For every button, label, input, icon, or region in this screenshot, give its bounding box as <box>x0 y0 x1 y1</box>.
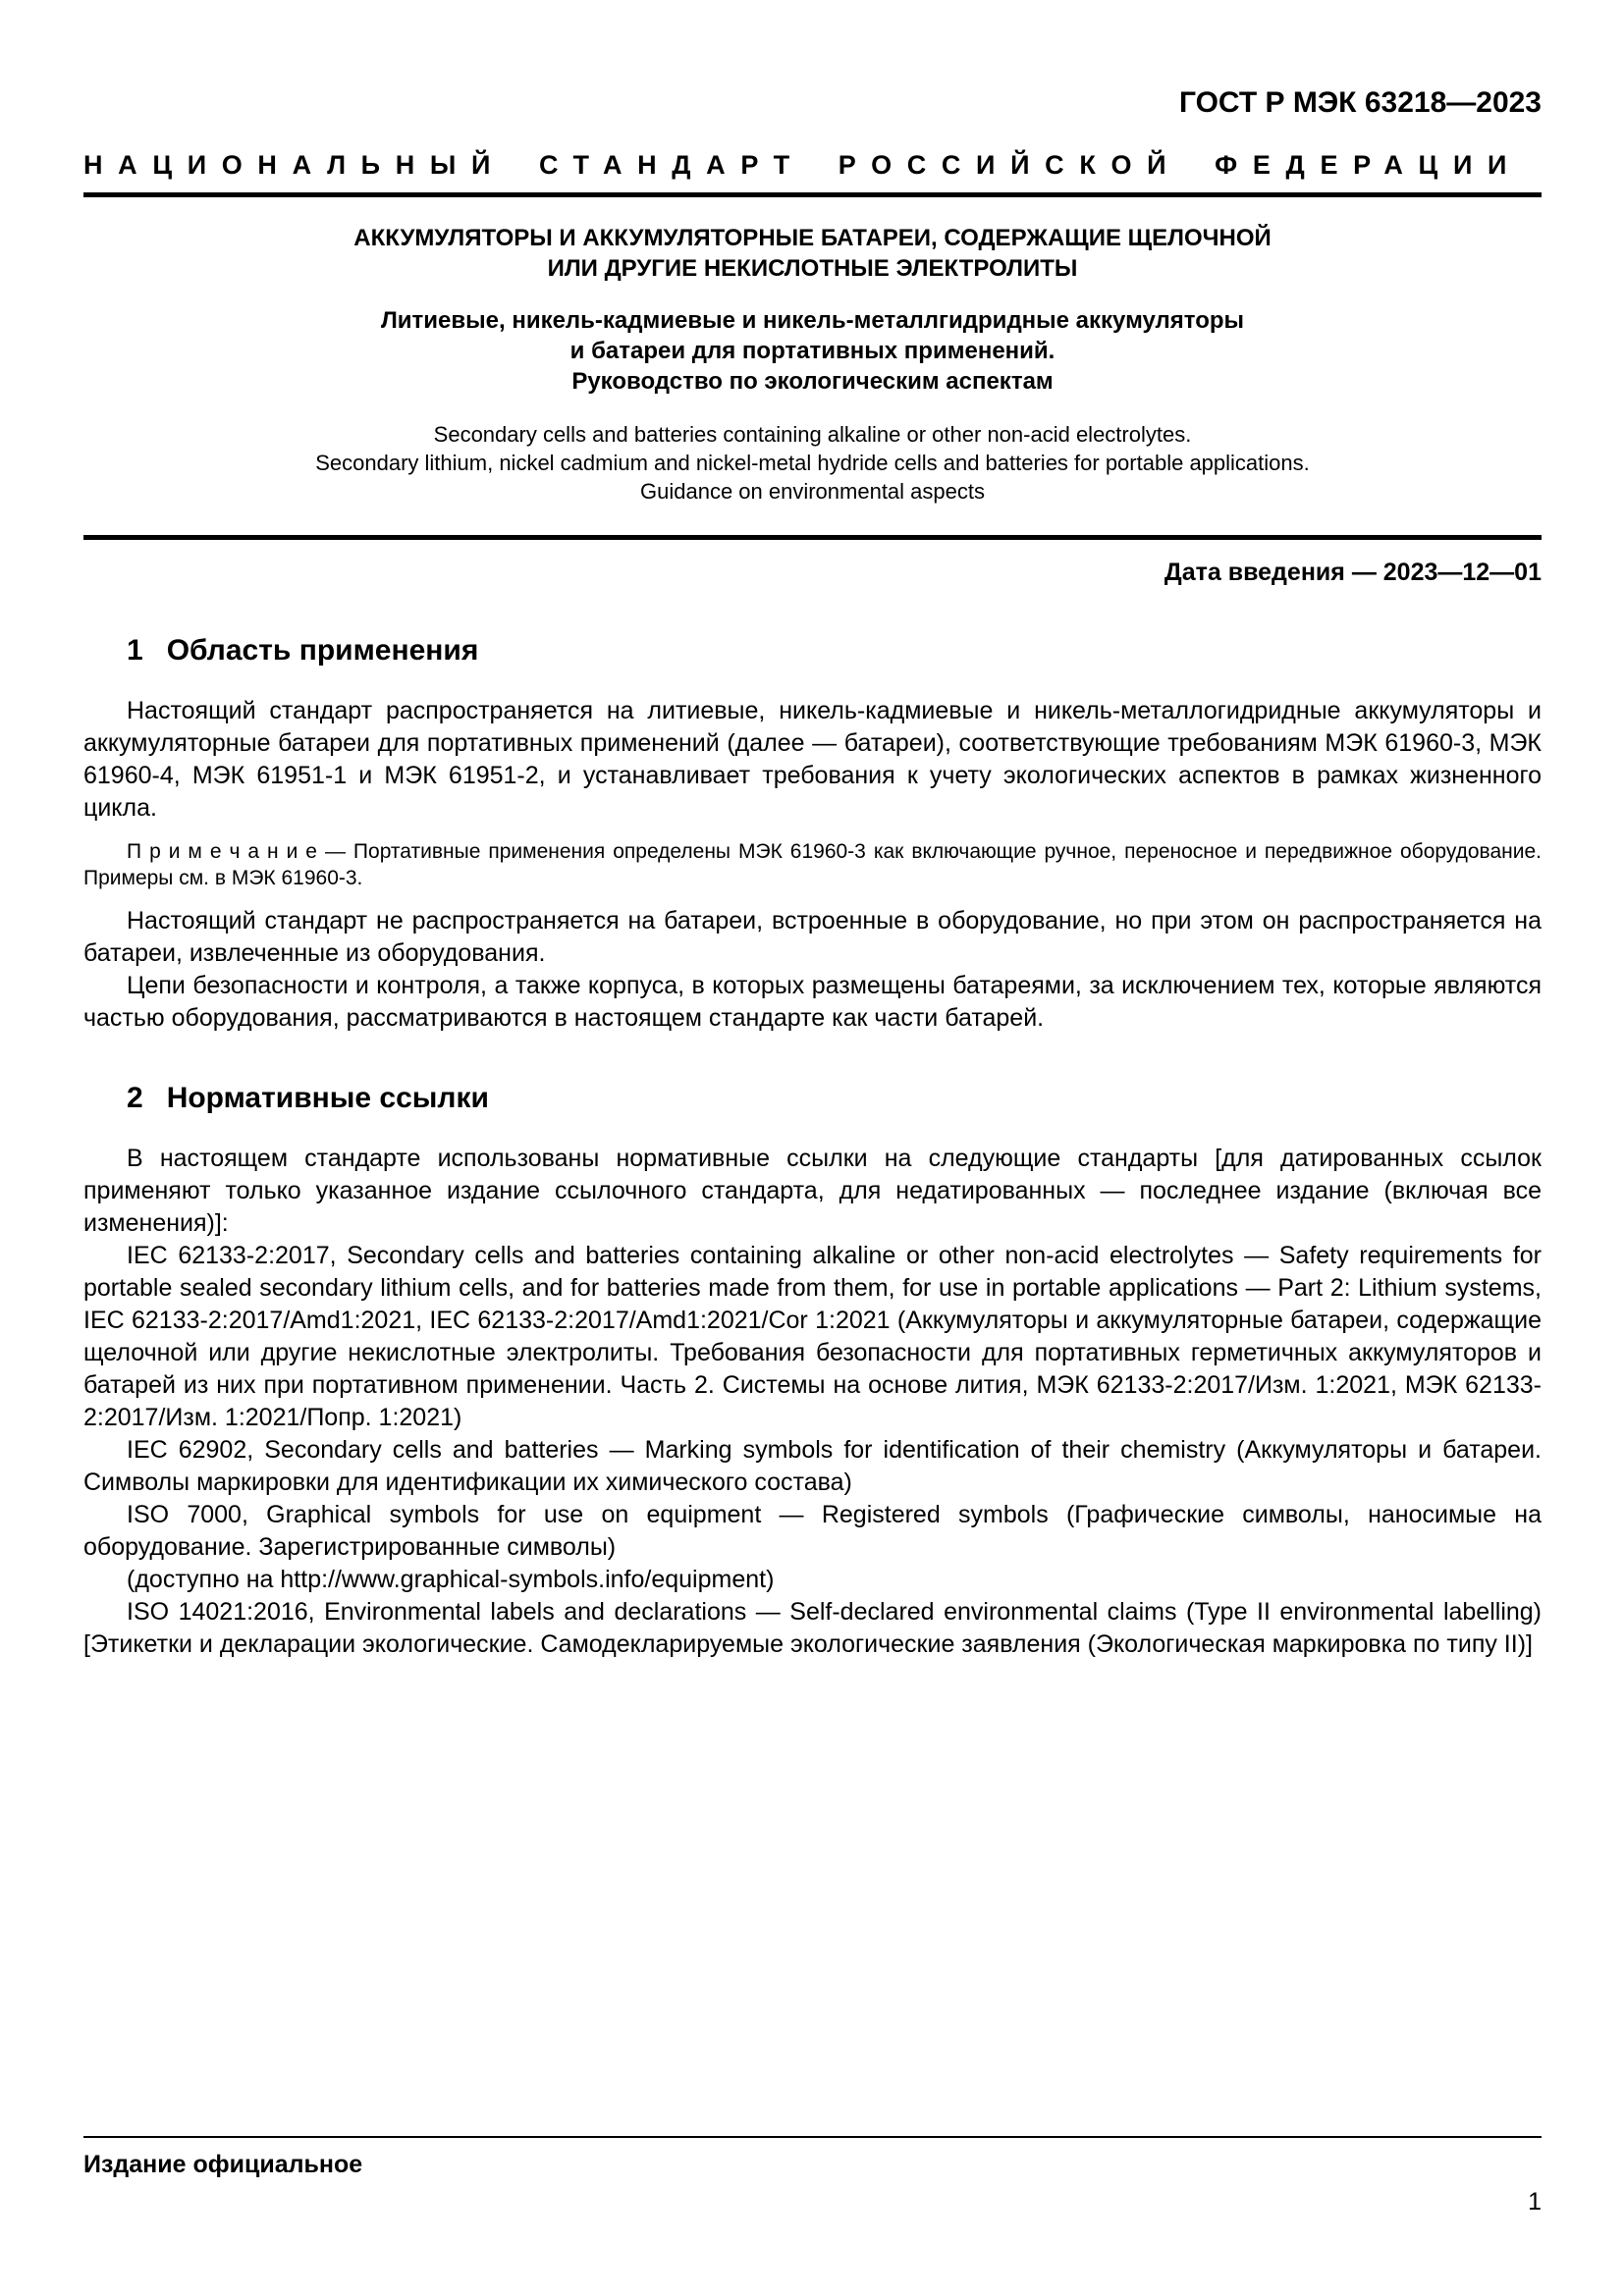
official-edition-label: Издание официальное <box>83 2151 363 2178</box>
section-1-paragraph-3: Цепи безопасности и контроля, а также корпуса, в которых размещены батареями, за исключением тех, которые являются частью оборудования, рассматриваются в настоящем стандарте как части батарей. <box>83 972 1542 1032</box>
title-russian <box>83 223 1542 284</box>
section-normative-references <box>83 1082 1542 1661</box>
section-2-reference-iso-7000: ISO 7000, Graphical symbols for use on equipment — Registered symbols (Графические символы, наносимые на оборудование. Зарегистрированные символы) <box>83 1501 1542 1561</box>
section-1-paragraph-1: Настоящий стандарт распространяется на литиевые, никель-кадмиевые и никель-металлогидридные аккумуляторы и аккумуляторные батареи для портативных применений (далее — батареи), соответствующие требованиям МЭК 61960-3, МЭК 61960-4, МЭК 61951-1 и МЭК 61951-2, и устанавливает требования к учету экологических аспектов в рамках жизненного цикла. <box>83 697 1542 822</box>
title-english-line-1: Secondary cells and batteries containing alkaline or other non-acid electrolytes. <box>433 422 1192 447</box>
title-english <box>83 420 1542 506</box>
section-2-reference-iec-62902: IEC 62902, Secondary cells and batteries — Marking symbols for identification of their chemistry (Аккумуляторы и батареи. Символы маркировки для идентификации их химического состава) <box>83 1436 1542 1496</box>
footer-rule <box>83 2136 1542 2138</box>
page-number: 1 <box>1528 2188 1542 2216</box>
section-1-title: Область применения <box>166 634 479 667</box>
section-2-title: Нормативные ссылки <box>166 1082 489 1114</box>
section-1-number: 1 <box>127 634 143 667</box>
section-1-note: П р и м е ч а н и е — Портативные применения определены МЭК 61960-3 как включающие ручное, переносное и передвижное оборудование. Примеры см. в МЭК 61960-3. <box>83 840 1542 889</box>
section-2-heading <box>83 1082 1542 1115</box>
subtitle-russian-line-1: Литиевые, никель-кадмиевые и никель-металлгидридные аккумуляторы <box>380 307 1245 334</box>
section-scope <box>83 634 1542 1035</box>
section-2-number: 2 <box>127 1082 143 1114</box>
section-2-reference-availability-note: (доступно на http://www.graphical-symbols.info/equipment) <box>127 1566 775 1593</box>
title-english-line-3: Guidance on environmental aspects <box>640 479 985 504</box>
title-rule <box>83 535 1542 540</box>
subtitle-russian-line-2: и батареи для портативных применений. <box>569 338 1056 364</box>
header-rule <box>83 192 1542 197</box>
document-code: ГОСТ Р МЭК 63218—2023 <box>1178 86 1542 119</box>
national-standard-header: НАЦИОНАЛЬНЫЙ СТАНДАРТ РОССИЙСКОЙ ФЕДЕРАЦИИ <box>83 150 1523 180</box>
page-footer <box>83 2136 1542 2216</box>
title-english-line-2: Secondary lithium, nickel cadmium and nickel-metal hydride cells and batteries for portable applications. <box>315 451 1310 475</box>
section-2-paragraph-1: В настоящем стандарте использованы нормативные ссылки на следующие стандарты [для датированных ссылок применяют только указанное издание ссылочного стандарта, для недатированных — последнее издание (включая все изменения)]: <box>83 1145 1542 1237</box>
section-1-paragraph-2: Настоящий стандарт не распространяется на батареи, встроенные в оборудование, но при этом он распространяется на батареи, извлеченные из оборудования. <box>83 907 1542 967</box>
effective-date: Дата введения — 2023—12—01 <box>1164 559 1542 586</box>
title-russian-line-1: АККУМУЛЯТОРЫ И АККУМУЛЯТОРНЫЕ БАТАРЕИ, СОДЕРЖАЩИЕ ЩЕЛОЧНОЙ <box>353 225 1272 251</box>
subtitle-russian-line-3: Руководство по экологическим аспектам <box>571 368 1054 395</box>
title-russian-line-2: ИЛИ ДРУГИЕ НЕКИСЛОТНЫЕ ЭЛЕКТРОЛИТЫ <box>547 255 1078 282</box>
subtitle-russian <box>83 305 1542 397</box>
section-2-reference-iec-62133: IEC 62133-2:2017, Secondary cells and batteries containing alkaline or other non-acid electrolytes — Safety requirements for portable sealed secondary lithium cells, and for batteries made from them, for use in portable applications — Part 2: Lithium systems, IEC 62133-2:2017/Amd1:2021, IEC 62133-2:2017/Amd1:2021/Cor 1:2021 (Аккумуляторы и аккумуляторные батареи, содержащие щелочной или другие некислотные электролиты. Требования безопасности для портативных герметичных аккумуляторов и батарей из них при портативном применении. Часть 2. Системы на основе лития, МЭК 62133-2:2017/Изм. 1:2021, МЭК 62133-2:2017/Изм. 1:2021/Попр. 1:2021) <box>83 1242 1542 1431</box>
section-2-reference-iso-14021: ISO 14021:2016, Environmental labels and declarations — Self-declared environmental claims (Type II environmental labelling) [Этикетки и декларации экологические. Самодекларируемые экологические заявления (Экологическая маркировка по типу II)] <box>83 1598 1542 1658</box>
section-1-heading <box>83 634 1542 667</box>
